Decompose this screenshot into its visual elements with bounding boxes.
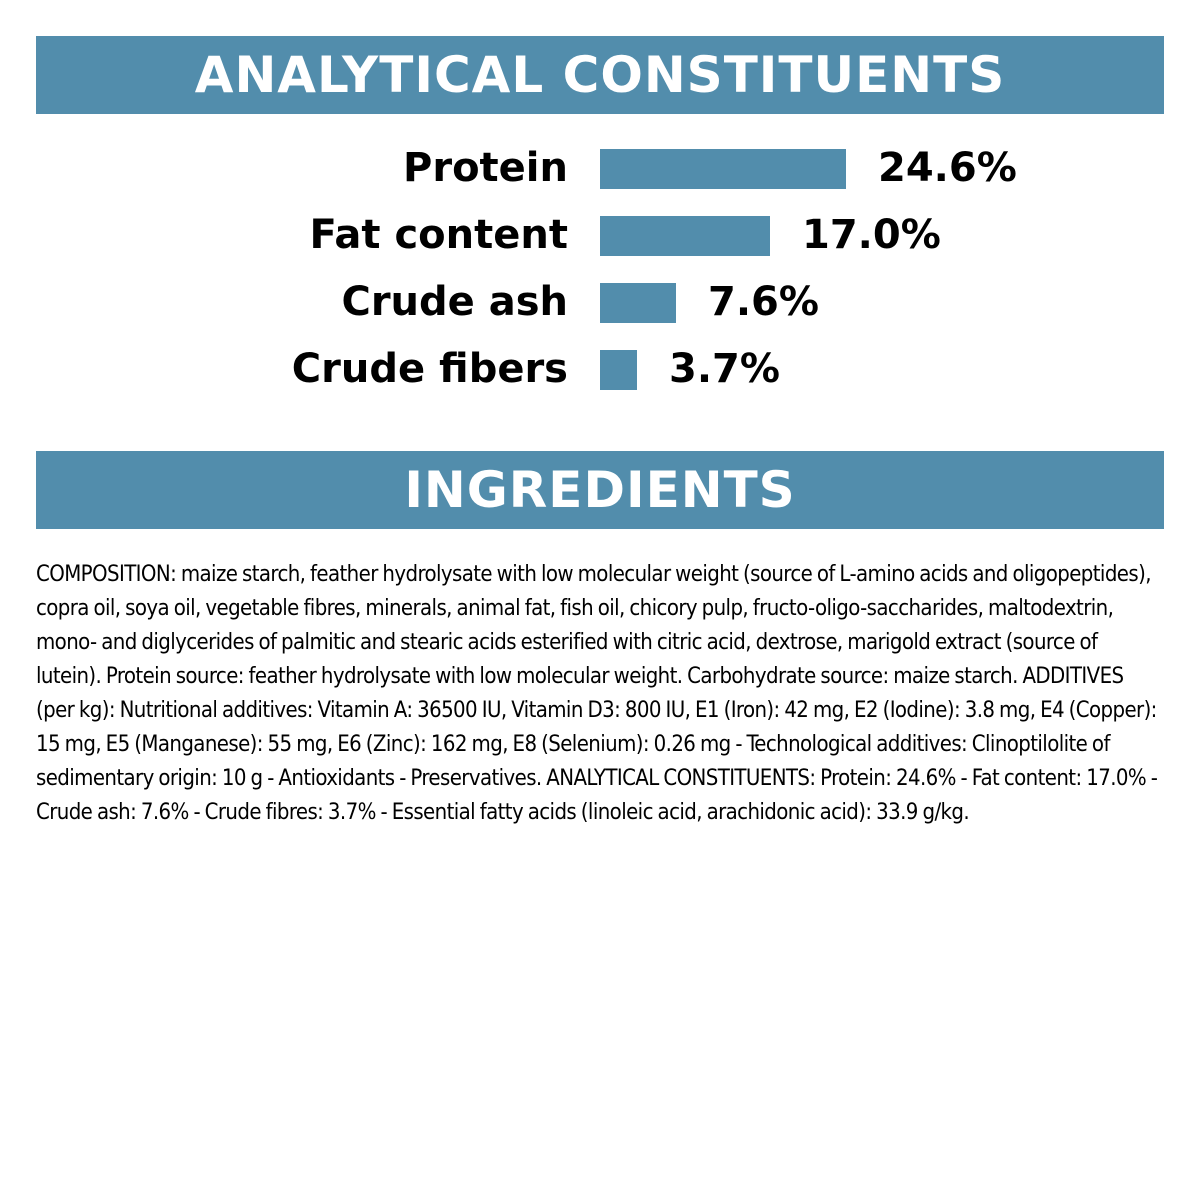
chart-bar (600, 350, 637, 390)
chart-row (0, 279, 1200, 325)
chart-bar (600, 283, 676, 323)
chart-value-label: 7.6% (708, 279, 819, 325)
chart-bar (600, 149, 846, 189)
chart-category-label: Crude fibers (291, 346, 568, 392)
analytical-constituents-banner (36, 36, 1164, 114)
chart-category-label: Protein (403, 145, 568, 191)
chart-value-label: 17.0% (802, 212, 941, 258)
ingredients-composition-text: COMPOSITION: maize starch, feather hydrolysate with low molecular weight (source of L-amino acids and oligopeptides), copra oil, soya oil, vegetable fibres, minerals, animal fat, fish oil, chicory pulp, fructo-oligo-saccharides, maltodextrin, mono- and diglycerides of palmitic and stearic acids esterified with citric acid, dextrose, marigold extract (source of lutein). Protein source: feather hydrolysate with low molecular weight. Carbohydrate source: maize starch. ADDITIVES (per kg): Nutritional additives: Vitamin A: 36500 IU, Vitamin D3: 800 IU, E1 (Iron): 42 mg, E2 (Iodine): 3.8 mg, E4 (Copper): 15 mg, E5 (Manganese): 55 mg, E6 (Zinc): 162 mg, E8 (Selenium): 0.26 mg - Technological additives: Clinoptilolite of sedimentary origin: 10 g - Antioxidants - Preservatives. ANALYTICAL CONSTITUENTS: Protein: 24.6% - Fat content: 17.0% - Crude ash: 7.6% - Crude fibres: 3.7% - Essential fatty acids (linoleic acid, arachidonic acid): 33.9 g/kg. (36, 562, 1158, 825)
ingredients-banner (36, 451, 1164, 529)
chart-bar (600, 216, 770, 256)
analytical-constituents-chart (0, 145, 1200, 410)
chart-row (0, 145, 1200, 191)
analytical-constituents-title: ANALYTICAL CONSTITUENTS (194, 46, 1006, 104)
ingredients-title: INGREDIENTS (404, 461, 796, 519)
chart-category-label: Crude ash (341, 279, 568, 325)
chart-row (0, 346, 1200, 392)
chart-value-label: 3.7% (669, 346, 780, 392)
chart-value-label: 24.6% (878, 145, 1017, 191)
chart-category-label: Fat content (309, 212, 568, 258)
chart-row (0, 212, 1200, 258)
